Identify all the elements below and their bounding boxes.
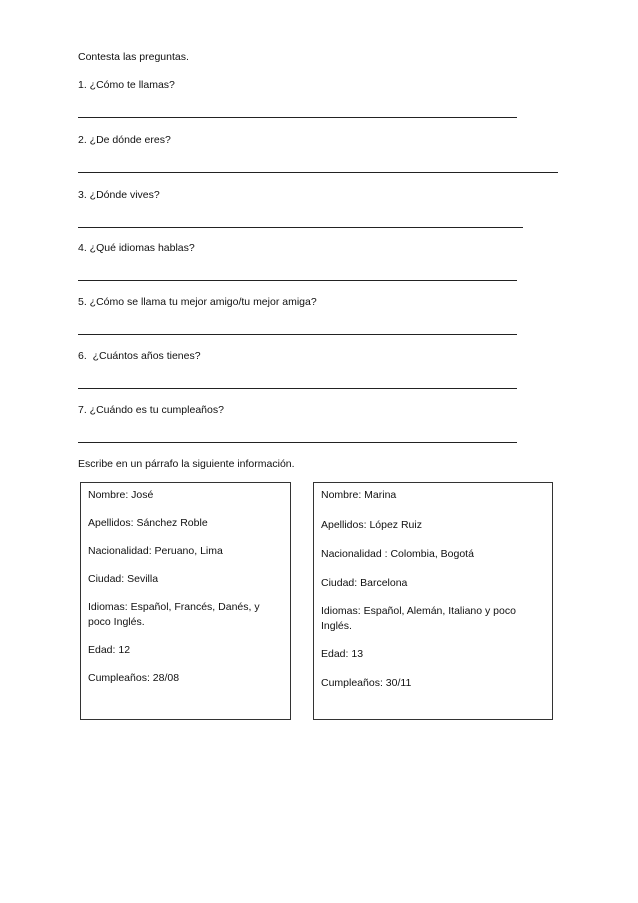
question-1: 1. ¿Cómo te llamas?: [78, 79, 175, 91]
card-apellidos: Apellidos: Sánchez Roble: [88, 517, 208, 529]
card-idiomas: Idiomas: Español, Francés, Danés, y poco Inglés.: [88, 601, 260, 629]
card-cumpleanos: Cumpleaños: 28/08: [88, 672, 180, 684]
paragraph-prompt: Escribe en un párrafo la siguiente información.: [78, 458, 295, 470]
answer-line-3[interactable]: [78, 227, 523, 228]
profile-card-jose: [80, 482, 291, 720]
question-5: 5. ¿Cómo se llama tu mejor amigo/tu mejor amiga?: [78, 296, 317, 308]
answer-line-2[interactable]: [78, 172, 558, 173]
card-nombre: Nombre: José: [88, 489, 154, 501]
profile-card-marina: [313, 482, 553, 720]
card-idiomas: Idiomas: Español, Alemán, Italiano y poco Inglés.: [321, 605, 516, 633]
answer-line-1[interactable]: [78, 117, 517, 118]
card-ciudad: Ciudad: Barcelona: [321, 577, 408, 589]
question-3: 3. ¿Dónde vives?: [78, 189, 160, 201]
card-nombre: Nombre: Marina: [321, 489, 397, 501]
question-7: 7. ¿Cuándo es tu cumpleaños?: [78, 404, 224, 416]
card-edad: Edad: 12: [88, 644, 131, 656]
card-nacionalidad: Nacionalidad: Peruano, Lima: [88, 545, 223, 557]
answer-line-4[interactable]: [78, 280, 517, 281]
answer-line-6[interactable]: [78, 388, 517, 389]
card-cumpleanos: Cumpleaños: 30/11: [321, 677, 412, 689]
card-nacionalidad: Nacionalidad : Colombia, Bogotá: [321, 548, 474, 560]
question-6: 6. ¿Cuántos años tienes?: [78, 350, 201, 362]
answer-line-7[interactable]: [78, 442, 517, 443]
question-4: 4. ¿Qué idiomas hablas?: [78, 242, 195, 254]
question-2: 2. ¿De dónde eres?: [78, 134, 171, 146]
answer-line-5[interactable]: [78, 334, 517, 335]
instructions: Contesta las preguntas.: [78, 51, 189, 63]
card-apellidos: Apellidos: López Ruiz: [321, 519, 422, 531]
card-ciudad: Ciudad: Sevilla: [88, 573, 159, 585]
card-edad: Edad: 13: [321, 648, 364, 660]
